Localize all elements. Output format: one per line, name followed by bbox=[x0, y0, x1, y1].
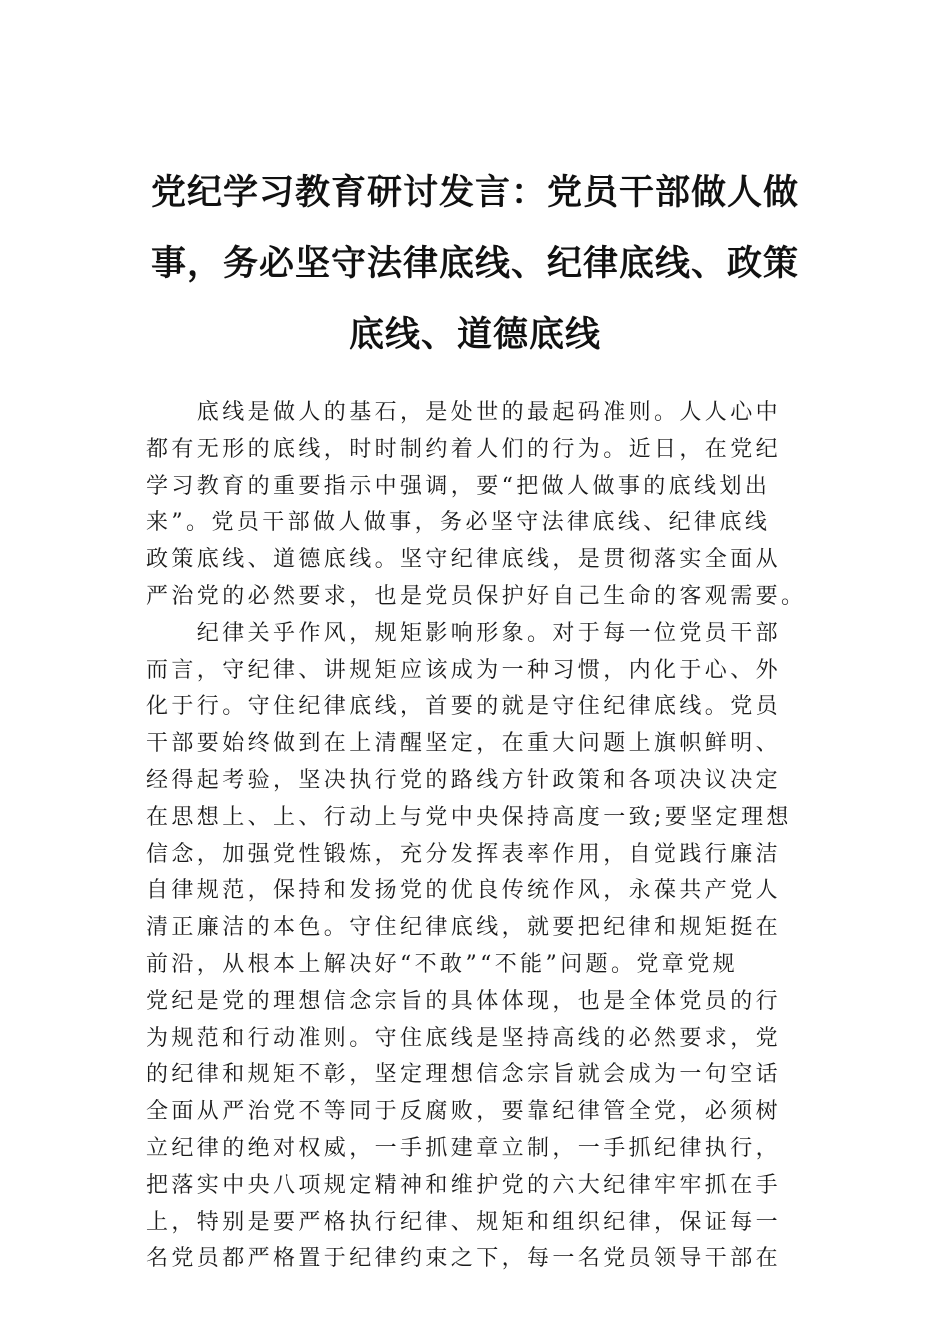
body-line: 全面从严治党不等同于反腐败，要靠纪律管全党，必须树 bbox=[146, 1099, 782, 1125]
body-line: 自律规范，保持和发扬党的优良传统作风，永葆共产党人 bbox=[146, 878, 782, 904]
title-line-2: 事，务必坚守法律底线、纪律底线、政策 bbox=[150, 244, 799, 284]
body-line: 清正廉洁的本色。守住纪律底线，就要把纪律和规矩挺在 bbox=[146, 915, 782, 941]
body-line: 的纪律和规矩不彰，坚定理想信念宗旨就会成为一句空话 bbox=[146, 1062, 782, 1088]
body-line: 为规范和行动准则。守住底线是坚持高线的必然要求，党 bbox=[146, 1025, 782, 1051]
body-line: 化于行。守住纪律底线，首要的就是守住纪律底线。党员 bbox=[146, 694, 782, 720]
body-line: 立纪律的绝对权威，一手抓建章立制，一手抓纪律执行， bbox=[146, 1135, 782, 1161]
body-line: 底线是做人的基石，是处世的最起码准则。人人心中 bbox=[146, 400, 782, 425]
body-line: 严治党的必然要求，也是党员保护好自己生命的客观需要。 bbox=[146, 583, 807, 609]
body-line: 经得起考验，坚决执行党的路线方针政策和各项决议决定 bbox=[146, 767, 782, 793]
document-title bbox=[140, 158, 810, 371]
body-line: 而言，守纪律、讲规矩应该成为一种习惯，内化于心、外 bbox=[146, 657, 782, 683]
body-line: 名党员都严格置于纪律约束之下，每一名党员领导干部在 bbox=[146, 1246, 782, 1272]
body-line: 干部要始终做到在上清醒坚定，在重大问题上旗帜鲜明、 bbox=[146, 731, 782, 757]
body-line: 前沿，从根本上解决好“不敢”“不能”问题。党章党规 bbox=[146, 951, 738, 977]
body-line: 上，特别是要严格执行纪律、规矩和组织纪律，保证每一 bbox=[146, 1209, 782, 1235]
body-line: 学习教育的重要指示中强调，要“把做人做事的底线划出 bbox=[146, 473, 771, 499]
body-line: 在思想上、上、行动上与党中央保持高度一致;要坚定理想 bbox=[146, 804, 792, 830]
body-line: 信念，加强党性锻炼，充分发挥表率作用，自觉践行廉洁 bbox=[146, 841, 782, 867]
body-line: 党纪是党的理想信念宗旨的具体体现，也是全体党员的行 bbox=[146, 988, 782, 1014]
body-line: 纪律关乎作风，规矩影响形象。对于每一位党员干部 bbox=[146, 620, 782, 646]
document-body bbox=[146, 395, 816, 1278]
title-line-1: 党纪学习教育研讨发言：党员干部做人做 bbox=[150, 173, 799, 213]
title-line-3: 底线、道德底线 bbox=[348, 315, 601, 355]
body-line: 政策底线、道德底线。坚守纪律底线，是贯彻落实全面从 bbox=[146, 547, 782, 573]
body-line: 把落实中央八项规定精神和维护党的六大纪律牢牢抓在手 bbox=[146, 1172, 782, 1198]
body-line: 来”。党员干部做人做事，务必坚守法律底线、纪律底线 bbox=[146, 510, 771, 536]
body-line: 都有无形的底线，时时制约着人们的行为。近日，在党纪 bbox=[146, 436, 782, 462]
